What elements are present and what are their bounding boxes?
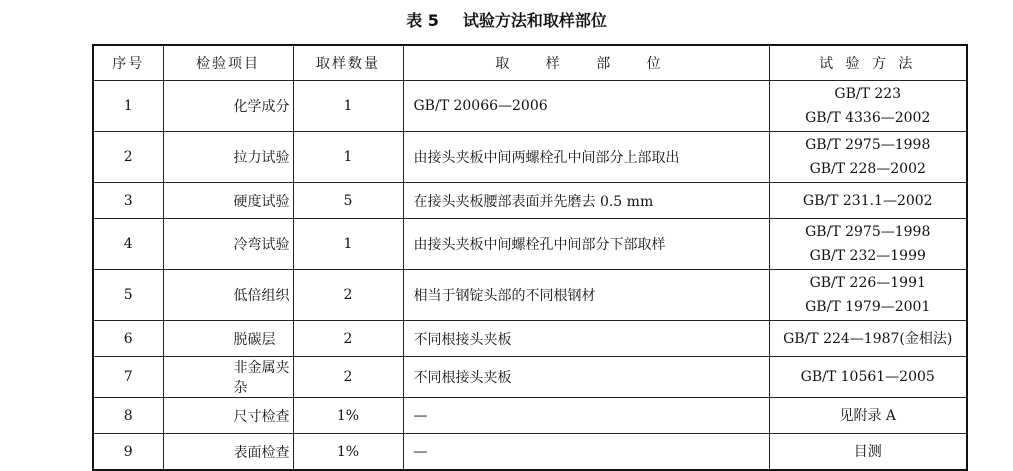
cell-seq: 1 xyxy=(93,81,163,132)
cell-location: GB/T 20066—2006 xyxy=(403,81,769,132)
cell-method xyxy=(769,434,967,471)
cell-seq: 3 xyxy=(93,183,163,219)
cell-seq: 5 xyxy=(93,270,163,321)
test-methods-table xyxy=(92,44,968,471)
cell-location: 由接头夹板中间螺栓孔中间部分下部取样 xyxy=(403,219,769,270)
method-standard: GB/T 231.1—2002 xyxy=(802,192,933,209)
cell-method xyxy=(769,398,967,434)
cell-item: 低倍组织 xyxy=(163,270,293,321)
table-title: 试验方法和取样部位 xyxy=(462,11,607,30)
table-row xyxy=(93,357,967,398)
header-seq: 序号 xyxy=(93,45,163,81)
table-row xyxy=(93,270,967,321)
table-row xyxy=(93,398,967,434)
cell-item: 冷弯试验 xyxy=(163,219,293,270)
cell-item: 脱碳层 xyxy=(163,321,293,357)
cell-item: 化学成分 xyxy=(163,81,293,132)
cell-location: — xyxy=(403,398,769,434)
cell-seq: 9 xyxy=(93,434,163,471)
cell-method xyxy=(769,81,967,132)
cell-item: 表面检查 xyxy=(163,434,293,471)
table-caption xyxy=(0,8,1013,34)
method-standard: 见附录 A xyxy=(839,407,897,424)
cell-seq: 2 xyxy=(93,132,163,183)
cell-location: 在接头夹板腰部表面并先磨去 0.5 mm xyxy=(403,183,769,219)
table-row xyxy=(93,321,967,357)
cell-qty: 2 xyxy=(293,321,403,357)
cell-method xyxy=(769,183,967,219)
method-standard: 目测 xyxy=(853,443,882,460)
cell-qty: 1 xyxy=(293,132,403,183)
method-standard: GB/T 226—1991 xyxy=(809,275,926,291)
cell-location: 不同根接头夹板 xyxy=(403,357,769,398)
cell-location: 相当于钢锭头部的不同根钢材 xyxy=(403,270,769,321)
table-body xyxy=(93,81,967,471)
cell-qty: 5 xyxy=(293,183,403,219)
header-method: 试 验 方 法 xyxy=(769,45,967,81)
method-standard: GB/T 228—2002 xyxy=(809,161,926,177)
method-standard: GB/T 224—1987(金相法) xyxy=(783,330,953,347)
table-number: 表 5 xyxy=(406,11,439,30)
cell-item: 尺寸检查 xyxy=(163,398,293,434)
method-standard: GB/T 4336—2002 xyxy=(805,110,931,126)
cell-location: — xyxy=(403,434,769,471)
cell-location: 不同根接头夹板 xyxy=(403,321,769,357)
cell-method xyxy=(769,132,967,183)
cell-item: 非金属夹杂 xyxy=(163,357,293,398)
cell-seq: 8 xyxy=(93,398,163,434)
table-row xyxy=(93,183,967,219)
method-standard: GB/T 10561—2005 xyxy=(800,369,935,385)
cell-method xyxy=(769,270,967,321)
header-location: 取 样 部 位 xyxy=(403,45,769,81)
header-item: 检验项目 xyxy=(163,45,293,81)
cell-item: 拉力试验 xyxy=(163,132,293,183)
method-standard: GB/T 2975—1998 xyxy=(805,224,931,240)
cell-seq: 6 xyxy=(93,321,163,357)
cell-item: 硬度试验 xyxy=(163,183,293,219)
cell-method xyxy=(769,321,967,357)
cell-seq: 4 xyxy=(93,219,163,270)
table-row xyxy=(93,434,967,471)
method-standard: GB/T 232—1999 xyxy=(809,248,926,264)
method-standard: GB/T 2975—1998 xyxy=(805,137,931,153)
cell-qty: 2 xyxy=(293,357,403,398)
cell-seq: 7 xyxy=(93,357,163,398)
cell-method xyxy=(769,219,967,270)
header-qty: 取样数量 xyxy=(293,45,403,81)
method-standard: GB/T 1979—2001 xyxy=(805,299,931,315)
cell-qty: 1% xyxy=(293,434,403,471)
header-row xyxy=(93,45,967,81)
table-row xyxy=(93,132,967,183)
table-row xyxy=(93,219,967,270)
cell-qty: 2 xyxy=(293,270,403,321)
cell-location: 由接头夹板中间两螺栓孔中间部分上部取出 xyxy=(403,132,769,183)
cell-qty: 1% xyxy=(293,398,403,434)
cell-qty: 1 xyxy=(293,219,403,270)
cell-qty: 1 xyxy=(293,81,403,132)
method-standard: GB/T 223 xyxy=(834,86,902,102)
table-row xyxy=(93,81,967,132)
cell-method xyxy=(769,357,967,398)
